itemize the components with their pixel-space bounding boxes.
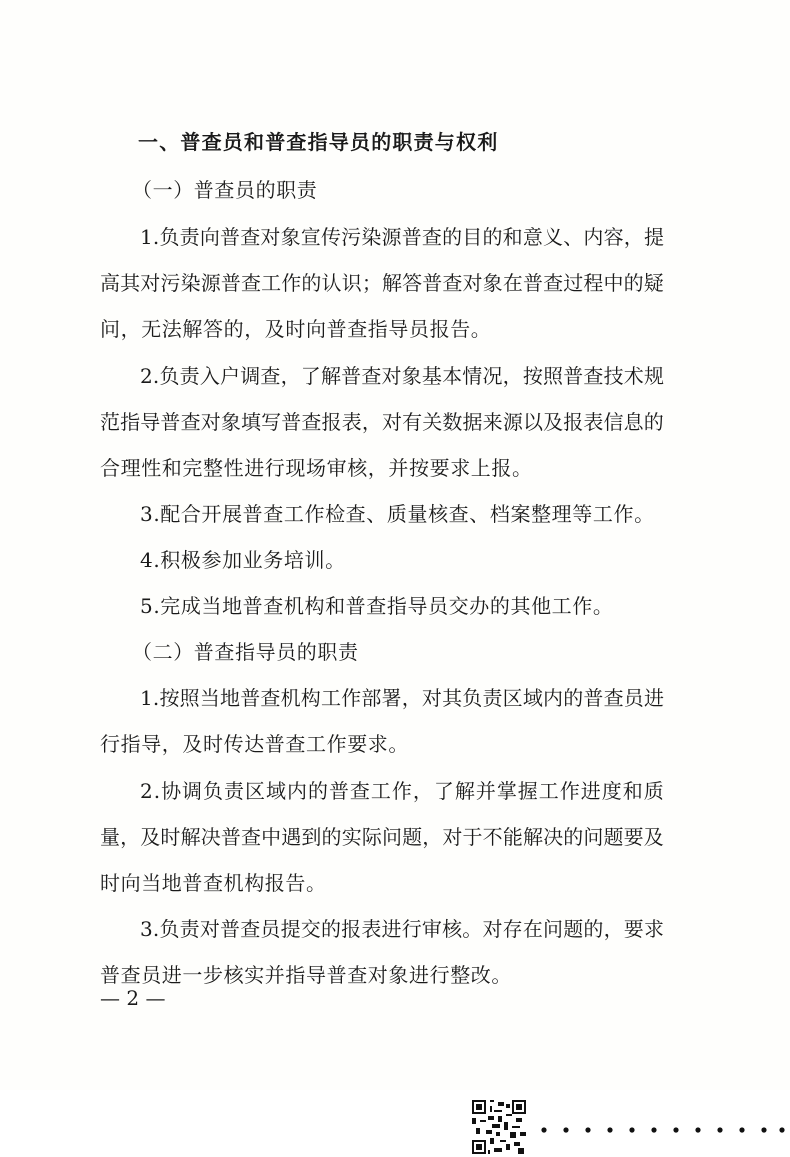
scan-footer	[0, 1090, 790, 1157]
supervisor-duty-1-line-1: 1 . 按 照 当 地 普 查 机 构 工 作 部 署 ， 对 其 负 责 区 域 内 的 普 查 员 进	[140, 686, 664, 710]
subsection-title-supervisor-duties: （二）普查指导员的职责	[132, 640, 359, 664]
enumerator-duty-2-line-1: 2 . 负 责 入 户 调 查 ， 了 解 普 查 对 象 基 本 情 况 ， 按 照 普 查 技 术 规	[140, 364, 664, 388]
enumerator-duty-2-line-3: 合理性和完整性进行现场审核，并按要求上报。	[100, 456, 533, 480]
qr-code-icon	[472, 1100, 526, 1154]
supervisor-duty-3-line-2: 普查员进一步核实并指导普查对象进行整改。	[100, 963, 512, 987]
supervisor-duty-2-line-2: 量 ， 及 时 解 决 普 查 中 遇 到 的 实 际 问 题 ， 对 于 不 能 解 决 的 问 题 要 及	[100, 825, 664, 849]
supervisor-duty-2-line-3: 时向当地普查机构报告。	[100, 871, 327, 895]
supervisor-duty-1-line-2: 行指导，及时传达普查工作要求。	[100, 732, 409, 756]
enumerator-duty-1-line-1: 1 . 负 责 向 普 查 对 象 宣 传 污 染 源 普 查 的 目 的 和 意 义 、 内 容 ， 提	[140, 225, 664, 249]
dotted-line-icon	[540, 1126, 786, 1134]
enumerator-duty-5: 5.完成当地普查机构和普查指导员交办的其他工作。	[140, 594, 614, 618]
subsection-title-enumerator-duties: （一）普查员的职责	[132, 178, 318, 202]
section-title: 一、普查员和普查指导员的职责与权利	[138, 130, 499, 154]
supervisor-duty-2-line-1: 2 . 协 调 负 责 区 域 内 的 普 查 工 作 ， 了 解 并 掌 握 工 作 进 度 和 质	[140, 779, 664, 803]
enumerator-duty-3: 3.配合开展普查工作检查、质量核查、档案整理等工作。	[140, 502, 655, 526]
enumerator-duty-4: 4.积极参加业务培训。	[140, 548, 346, 572]
supervisor-duty-3-line-1: 3 . 负 责 对 普 查 员 提 交 的 报 表 进 行 审 核 。 对 存 在 问 题 的 ， 要 求	[140, 917, 664, 941]
enumerator-duty-1-line-2: 高 其 对 污 染 源 普 查 工 作 的 认 识 ； 解 答 普 查 对 象 在 普 查 过 程 中 的 疑	[100, 271, 664, 295]
enumerator-duty-2-line-2: 范 指 导 普 查 对 象 填 写 普 查 报 表 ， 对 有 关 数 据 来 源 以 及 报 表 信 息 的	[100, 410, 664, 434]
enumerator-duty-1-line-3: 问，无法解答的，及时向普查指导员报告。	[100, 317, 492, 341]
page-number: — 2 —	[100, 986, 166, 1010]
